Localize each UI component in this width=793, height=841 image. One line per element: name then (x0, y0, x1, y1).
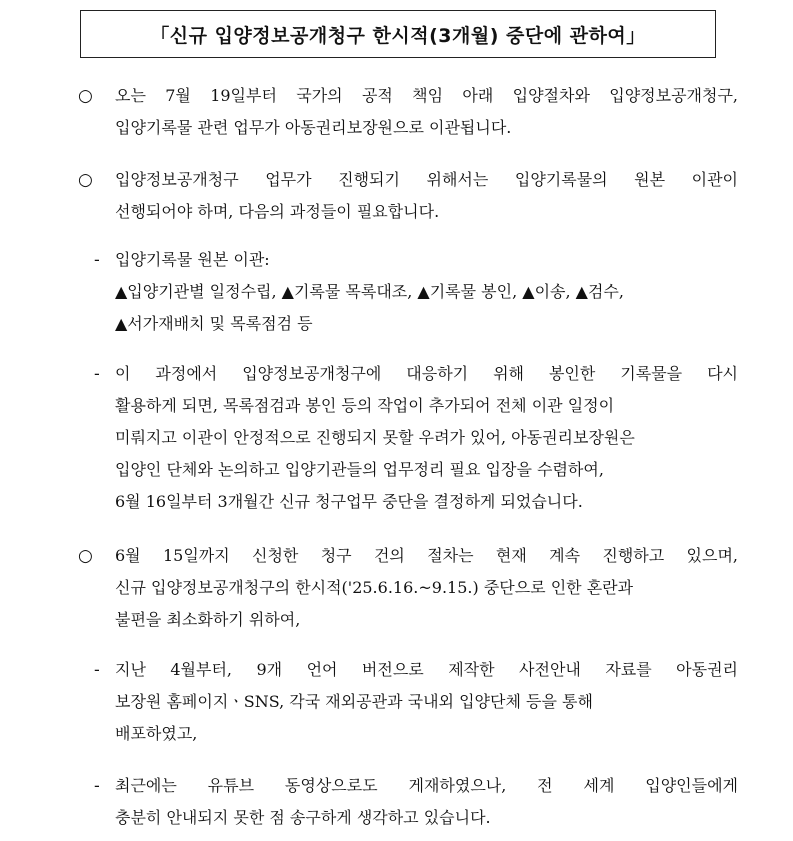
item-line: 오는 7월 19일부터 국가의 공적 책임 아래 입양절차와 입양정보공개청구, (115, 86, 738, 105)
item-line: 충분히 안내되지 못한 점 송구하게 생각하고 있습니다. (115, 808, 491, 827)
item-line: 입양인 단체와 논의하고 입양기관들의 업무정리 필요 입장을 수렴하여, (115, 460, 604, 479)
item-line: 불편을 최소화하기 위하여, (115, 610, 301, 629)
bullet-item-1 (78, 80, 738, 144)
item-line: 보장원 홈페이지ㆍSNS, 각국 재외공관과 국내외 입양단체 등을 통해 (115, 692, 593, 711)
item-line: 입양기록물 원본 이관: (115, 250, 270, 269)
circle-bullet-icon: ○ (78, 86, 93, 106)
item-line: 이 과정에서 입양정보공개청구에 대응하기 위해 봉인한 기록물을 다시 (115, 364, 738, 383)
item-line: 지난 4월부터, 9개 언어 버전으로 제작한 사전안내 자료를 아동권리 (115, 660, 738, 679)
item-line: 배포하였고, (115, 724, 198, 743)
dash-bullet-icon: - (94, 250, 100, 270)
dash-bullet-icon: - (94, 776, 100, 796)
item-line: 입양정보공개청구 업무가 진행되기 위해서는 입양기록물의 원본 이관이 (115, 170, 738, 189)
item-line: 신규 입양정보공개청구의 한시적('25.6.16.~9.15.) 중단으로 인한 혼란과 (115, 578, 634, 597)
circle-bullet-icon: ○ (78, 546, 93, 566)
dash-bullet-icon: - (94, 364, 100, 384)
document-title-text: 「신규 입양정보공개청구 한시적(3개월) 중단에 관하여」 (150, 24, 646, 47)
item-line: 입양기록물 관련 업무가 아동권리보장원으로 이관됩니다. (115, 118, 512, 137)
item-line: 활용하게 되면, 목록점검과 봉인 등의 작업이 추가되어 전체 이관 일정이 (115, 396, 615, 415)
item-line: 선행되어야 하며, 다음의 과정들이 필요합니다. (115, 202, 440, 221)
item-line: 6월 16일부터 3개월간 신규 청구업무 중단을 결정하게 되었습니다. (115, 492, 583, 511)
item-line: 최근에는 유튜브 동영상으로도 게재하였으나, 전 세계 입양인들에게 (115, 776, 738, 795)
item-line: ▲서가재배치 및 목록점검 등 (115, 314, 313, 333)
dash-item-3 (78, 654, 738, 750)
dash-item-1 (78, 244, 738, 340)
dash-item-4 (78, 770, 738, 834)
item-line: ▲입양기관별 일정수립, ▲기록물 목록대조, ▲기록물 봉인, ▲이송, ▲검수, (115, 282, 624, 301)
circle-bullet-icon: ○ (78, 170, 93, 190)
item-line: 미뤄지고 이관이 안정적으로 진행되지 못할 우려가 있어, 아동권리보장원은 (115, 428, 635, 447)
item-line: 6월 15일까지 신청한 청구 건의 절차는 현재 계속 진행하고 있으며, (115, 546, 738, 565)
bullet-item-2 (78, 164, 738, 228)
document-title (80, 10, 716, 58)
dash-item-2 (78, 358, 738, 518)
dash-bullet-icon: - (94, 660, 100, 680)
bullet-item-3 (78, 540, 738, 636)
